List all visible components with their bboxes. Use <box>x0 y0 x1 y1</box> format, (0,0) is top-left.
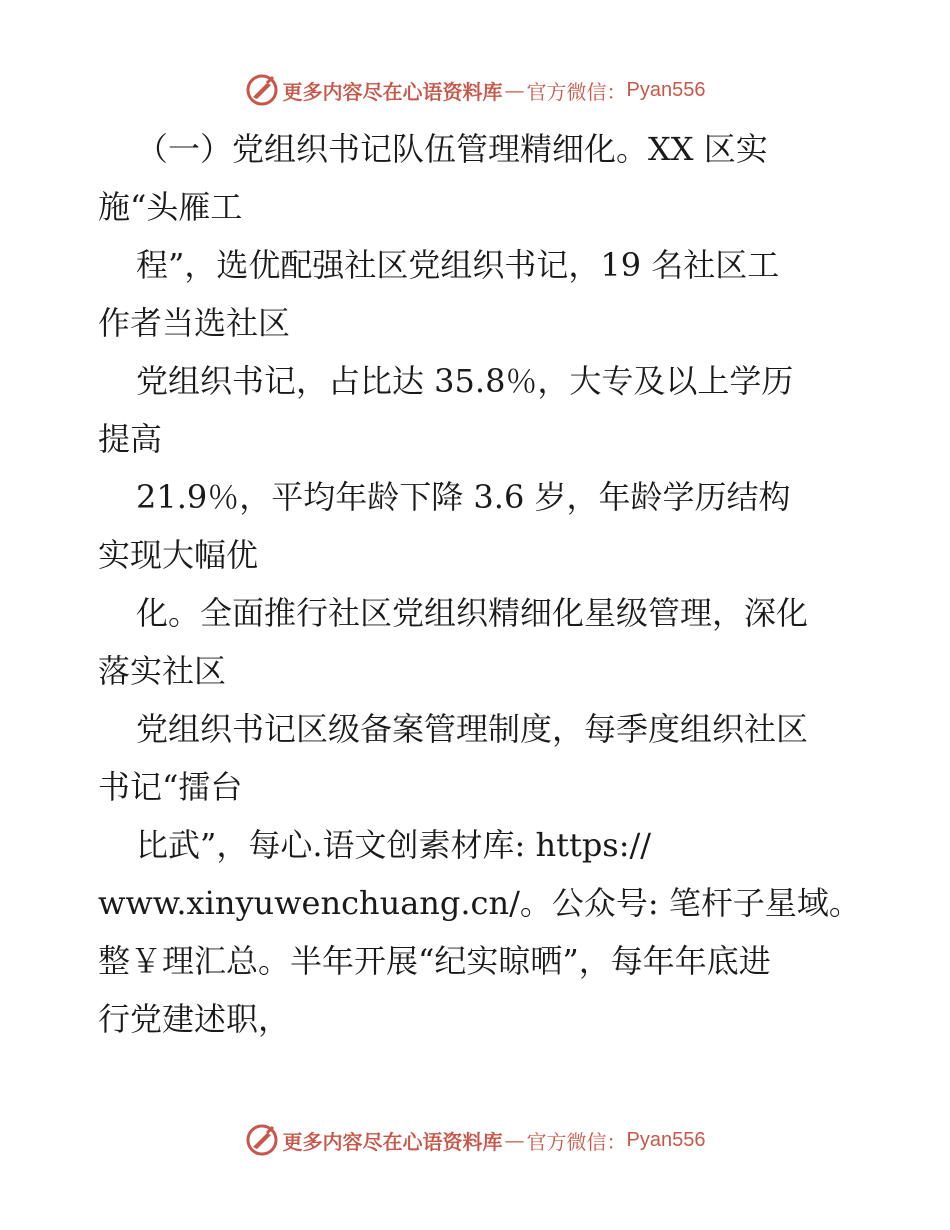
text-line: （一）党组织书记队伍管理精细化。XX 区实 <box>136 130 768 168</box>
text-line: 化。全面推行社区党组织精细化星级管理，深化 <box>136 594 809 632</box>
text-line: 程”，选优配强社区党组织书记，19 名社区工 <box>136 246 780 284</box>
brush-logo-icon <box>245 73 279 107</box>
text-line: 提高 <box>98 420 163 458</box>
watermark-separator: — <box>504 1128 525 1152</box>
watermark-brand: 更多内容尽在心语资料库 <box>282 1129 503 1154</box>
text-line: 施“头雁工 <box>98 188 243 226</box>
text-line: 整￥理汇总。半年开展“纪实晾晒”，每年年底进 <box>98 942 771 980</box>
watermark-separator: — <box>504 78 525 102</box>
watermark-footer <box>0 1120 950 1160</box>
document-body <box>98 120 868 1048</box>
watermark-account: Pyan556 <box>626 1128 706 1151</box>
text-line: 作者当选社区 <box>98 304 291 342</box>
text-line: 比武”，每心.语文创素材库: https:// <box>136 826 652 864</box>
text-line: 21.9％，平均年龄下降 3.6 岁，年龄学历结构 <box>136 478 791 516</box>
text-line: 党组织书记，占比达 35.8％，大专及以上学历 <box>136 362 794 400</box>
text-line: 党组织书记区级备案管理制度，每季度组织社区 <box>136 710 809 748</box>
text-line: 行党建述职， <box>98 1000 291 1038</box>
text-line: 实现大幅优 <box>98 536 259 574</box>
watermark-label: 官方微信： <box>526 1129 627 1154</box>
watermark-header <box>0 70 950 110</box>
watermark-account: Pyan556 <box>626 78 706 101</box>
text-line: www.xinyuwenchuang.cn/。公众号: 笔杆子星域。 <box>98 884 861 922</box>
watermark-label: 官方微信： <box>526 79 627 104</box>
text-line: 书记“擂台 <box>98 768 243 806</box>
brush-logo-icon <box>245 1123 279 1157</box>
text-line: 落实社区 <box>98 652 227 690</box>
watermark-brand: 更多内容尽在心语资料库 <box>282 79 503 104</box>
